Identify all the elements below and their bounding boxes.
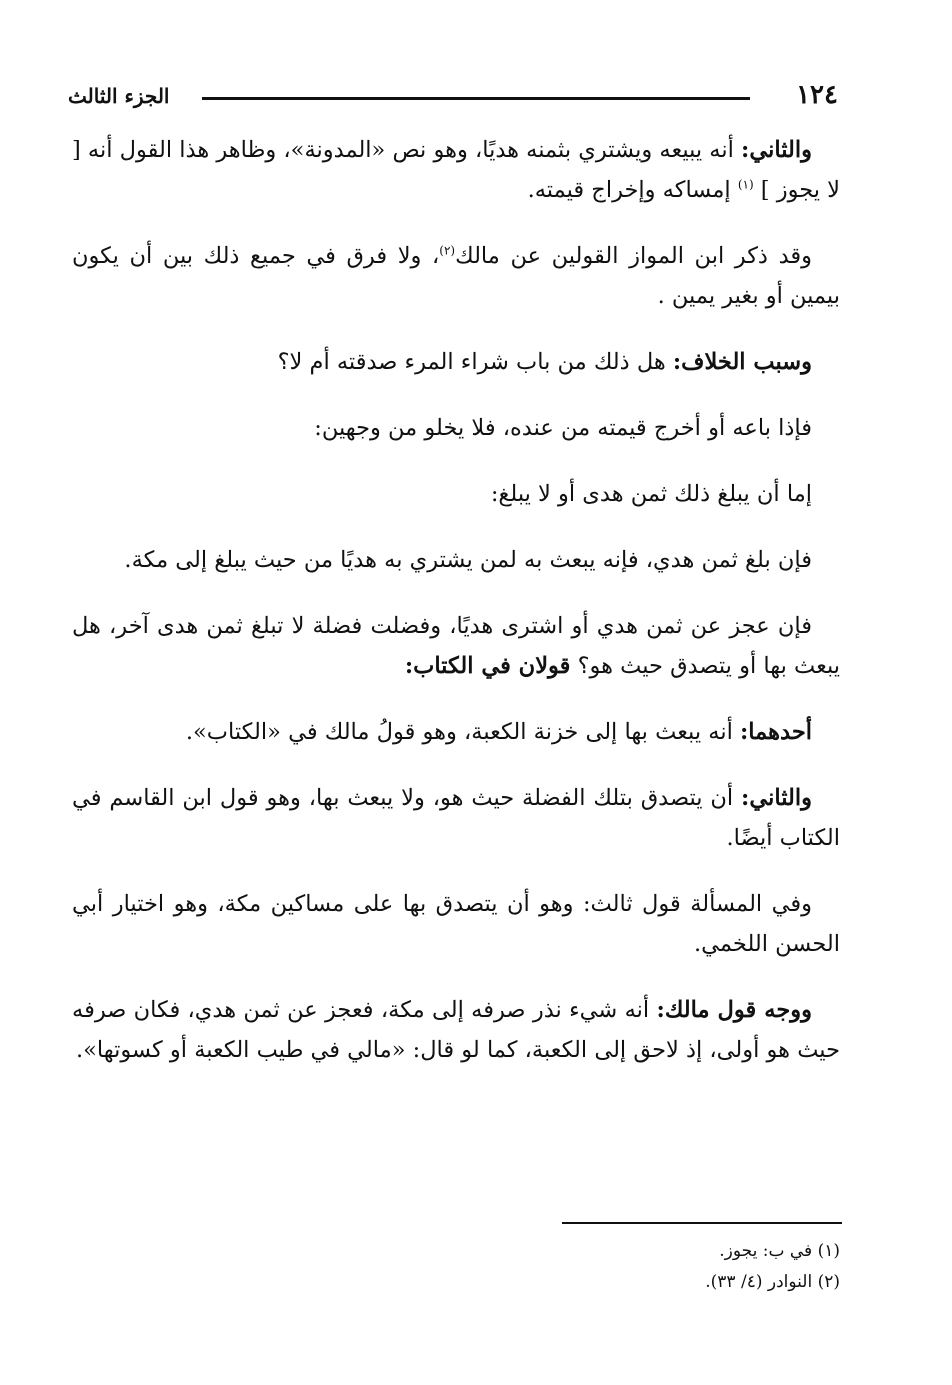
paragraph-text: أنه شيء نذر صرفه إلى مكة، فعجز عن ثمن هدي، فكان صرفه حيث هو أولى، إذ لاحق إلى الكعبة، كما لو قال: «مالي في طيب الكعبة أو كسوتها». [72, 997, 840, 1063]
paragraph-text: وقد ذكر ابن المواز القولين عن مالك [455, 243, 812, 269]
paragraph-text: وفي المسألة قول ثالث: وهو أن يتصدق بها على مساكين مكة، وهو اختيار أبي الحسن اللخمي. [72, 891, 840, 957]
paragraph-trail: قولان في الكتاب: [404, 653, 571, 679]
paragraph-text: فإن عجز عن ثمن هدي أو اشترى هديًا، وفضلت فضلة لا تبلغ ثمن هدى آخر، هل يبعث بها أو يتصدق حيث هو؟ [72, 613, 840, 679]
paragraph-text: إمساكه وإخراج قيمته. [527, 177, 738, 203]
paragraph [72, 884, 840, 964]
paragraph [72, 712, 840, 752]
footnote: (٢) النوادر (٤/ ٣٣). [705, 1272, 840, 1292]
paragraph [72, 408, 840, 448]
part-title: الجزء الثالث [68, 84, 170, 108]
paragraph [72, 606, 840, 686]
paragraph [72, 474, 840, 514]
paragraph-lead: والثاني: [741, 785, 812, 811]
paragraph-text: فإن بلغ ثمن هدي، فإنه يبعث به لمن يشتري به هديًا من حيث يبلغ إلى مكة. [124, 547, 812, 573]
paragraph [72, 778, 840, 858]
paragraph-lead: ووجه قول مالك: [656, 997, 812, 1023]
paragraph-lead: والثاني: [741, 137, 812, 163]
page-header [68, 80, 838, 120]
paragraph [72, 990, 840, 1070]
paragraph [72, 540, 840, 580]
footnote-ref: (١) [737, 177, 754, 192]
footnote-rule [562, 1222, 842, 1224]
paragraph-lead: أحدهما: [739, 719, 812, 745]
body-text [72, 130, 840, 1096]
paragraph-lead: وسبب الخلاف: [672, 349, 812, 375]
paragraph-text: هل ذلك من باب شراء المرء صدقته أم لا؟ [277, 349, 673, 375]
paragraph-text: أنه يبعث بها إلى خزنة الكعبة، وهو قولُ مالك في «الكتاب». [185, 719, 740, 745]
paragraph [72, 342, 840, 382]
paragraph-text: ، ولا فرق في جميع ذلك بين أن يكون بيمين أو بغير يمين . [72, 243, 840, 309]
footnotes [110, 1236, 840, 1298]
header-rule [202, 97, 750, 100]
paragraph-text: أن يتصدق بتلك الفضلة حيث هو، ولا يبعث بها، وهو قول ابن القاسم في الكتاب أيضًا. [72, 785, 840, 851]
footnote-ref: (٢) [439, 243, 456, 258]
paragraph [72, 130, 840, 210]
footnote: (١) في ب: يجوز. [719, 1241, 840, 1261]
paragraph-text: أنه يبيعه ويشتري بثمنه هديًا، وهو نص «المدونة»، وظاهر هذا القول أنه [ لا يجوز ] [72, 137, 840, 203]
paragraph-text: إما أن يبلغ ذلك ثمن هدى أو لا يبلغ: [490, 481, 812, 507]
paragraph-text: فإذا باعه أو أخرج قيمته من عنده، فلا يخلو من وجهين: [314, 415, 812, 441]
page-number: ١٢٤ [796, 80, 838, 110]
paragraph [72, 236, 840, 316]
